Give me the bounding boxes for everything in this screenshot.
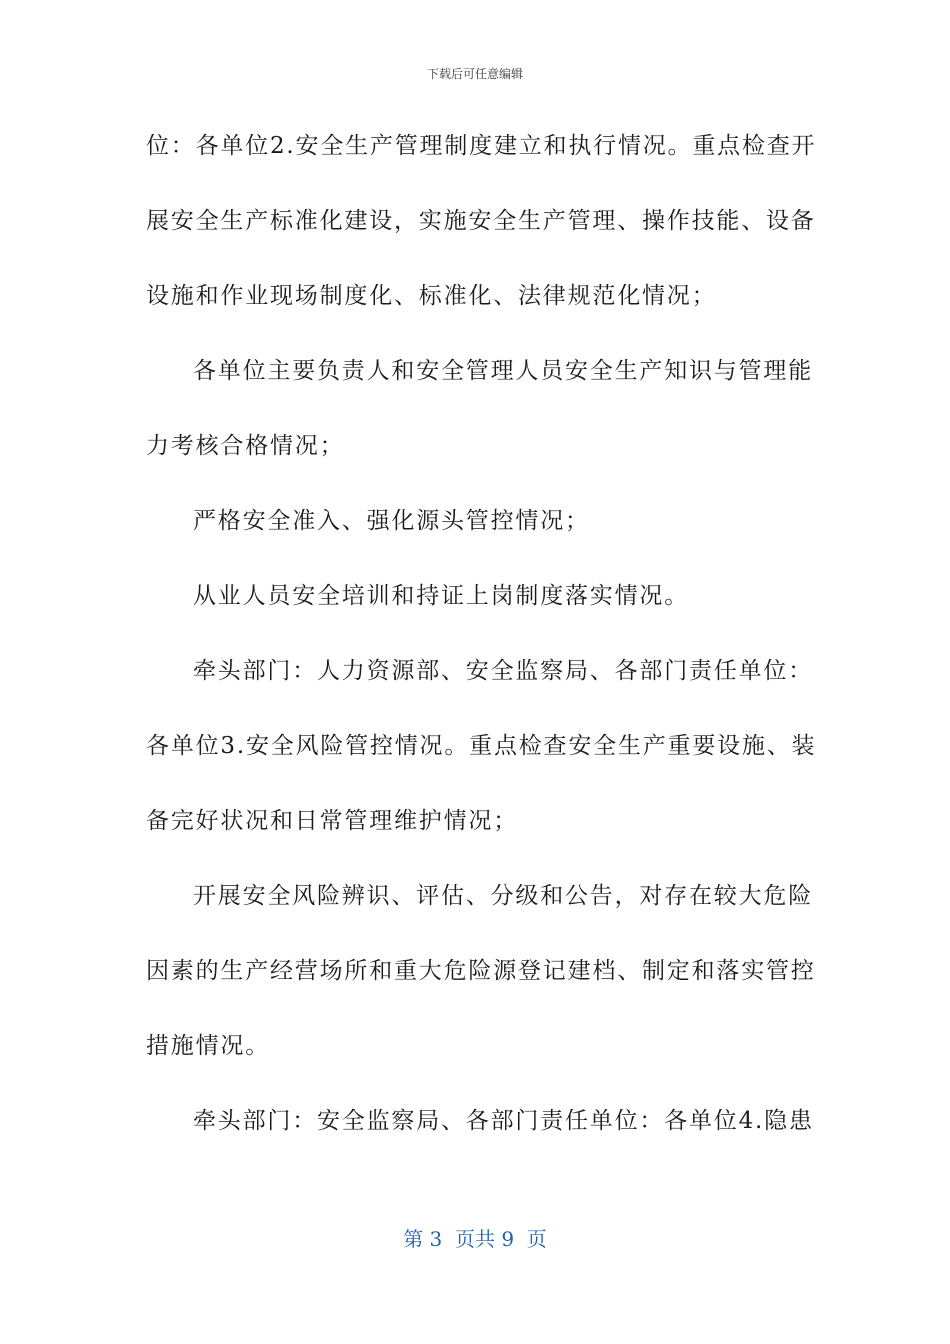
body-line-2: 展安全生产标准化建设，实施安全生产管理、操作技能、设备 bbox=[146, 208, 816, 234]
body-line-1: 位：各单位2.安全生产管理制度建立和执行情况。重点检查开 bbox=[146, 133, 817, 159]
body-line-8: 牵头部门：人力资源部、安全监察局、各部门责任单位： bbox=[193, 658, 813, 684]
page-number: 第 3 页共 9 页 bbox=[403, 1227, 547, 1251]
body-line-4: 各单位主要负责人和安全管理人员安全生产知识与管理能 bbox=[193, 358, 813, 384]
body-line-10: 备完好状况和日常管理维护情况； bbox=[146, 808, 518, 834]
body-line-5: 力考核合格情况； bbox=[146, 433, 345, 459]
body-line-3: 设施和作业现场制度化、标准化、法律规范化情况； bbox=[146, 283, 717, 309]
body-line-7: 从业人员安全培训和持证上岗制度落实情况。 bbox=[193, 583, 689, 609]
body-line-14: 牵头部门：安全监察局、各部门责任单位：各单位4.隐患 bbox=[193, 1108, 814, 1134]
body-line-13: 措施情况。 bbox=[146, 1033, 270, 1059]
body-line-9: 各单位3.安全风险管控情况。重点检查安全生产重要设施、装 bbox=[146, 733, 817, 759]
body-line-12: 因素的生产经营场所和重大危险源登记建档、制定和落实管控 bbox=[146, 958, 816, 984]
body-line-6: 严格安全准入、强化源头管控情况； bbox=[193, 508, 590, 534]
body-line-11: 开展安全风险辨识、评估、分级和公告，对存在较大危险 bbox=[193, 883, 813, 909]
page-header-note: 下载后可任意编辑 bbox=[426, 67, 523, 81]
